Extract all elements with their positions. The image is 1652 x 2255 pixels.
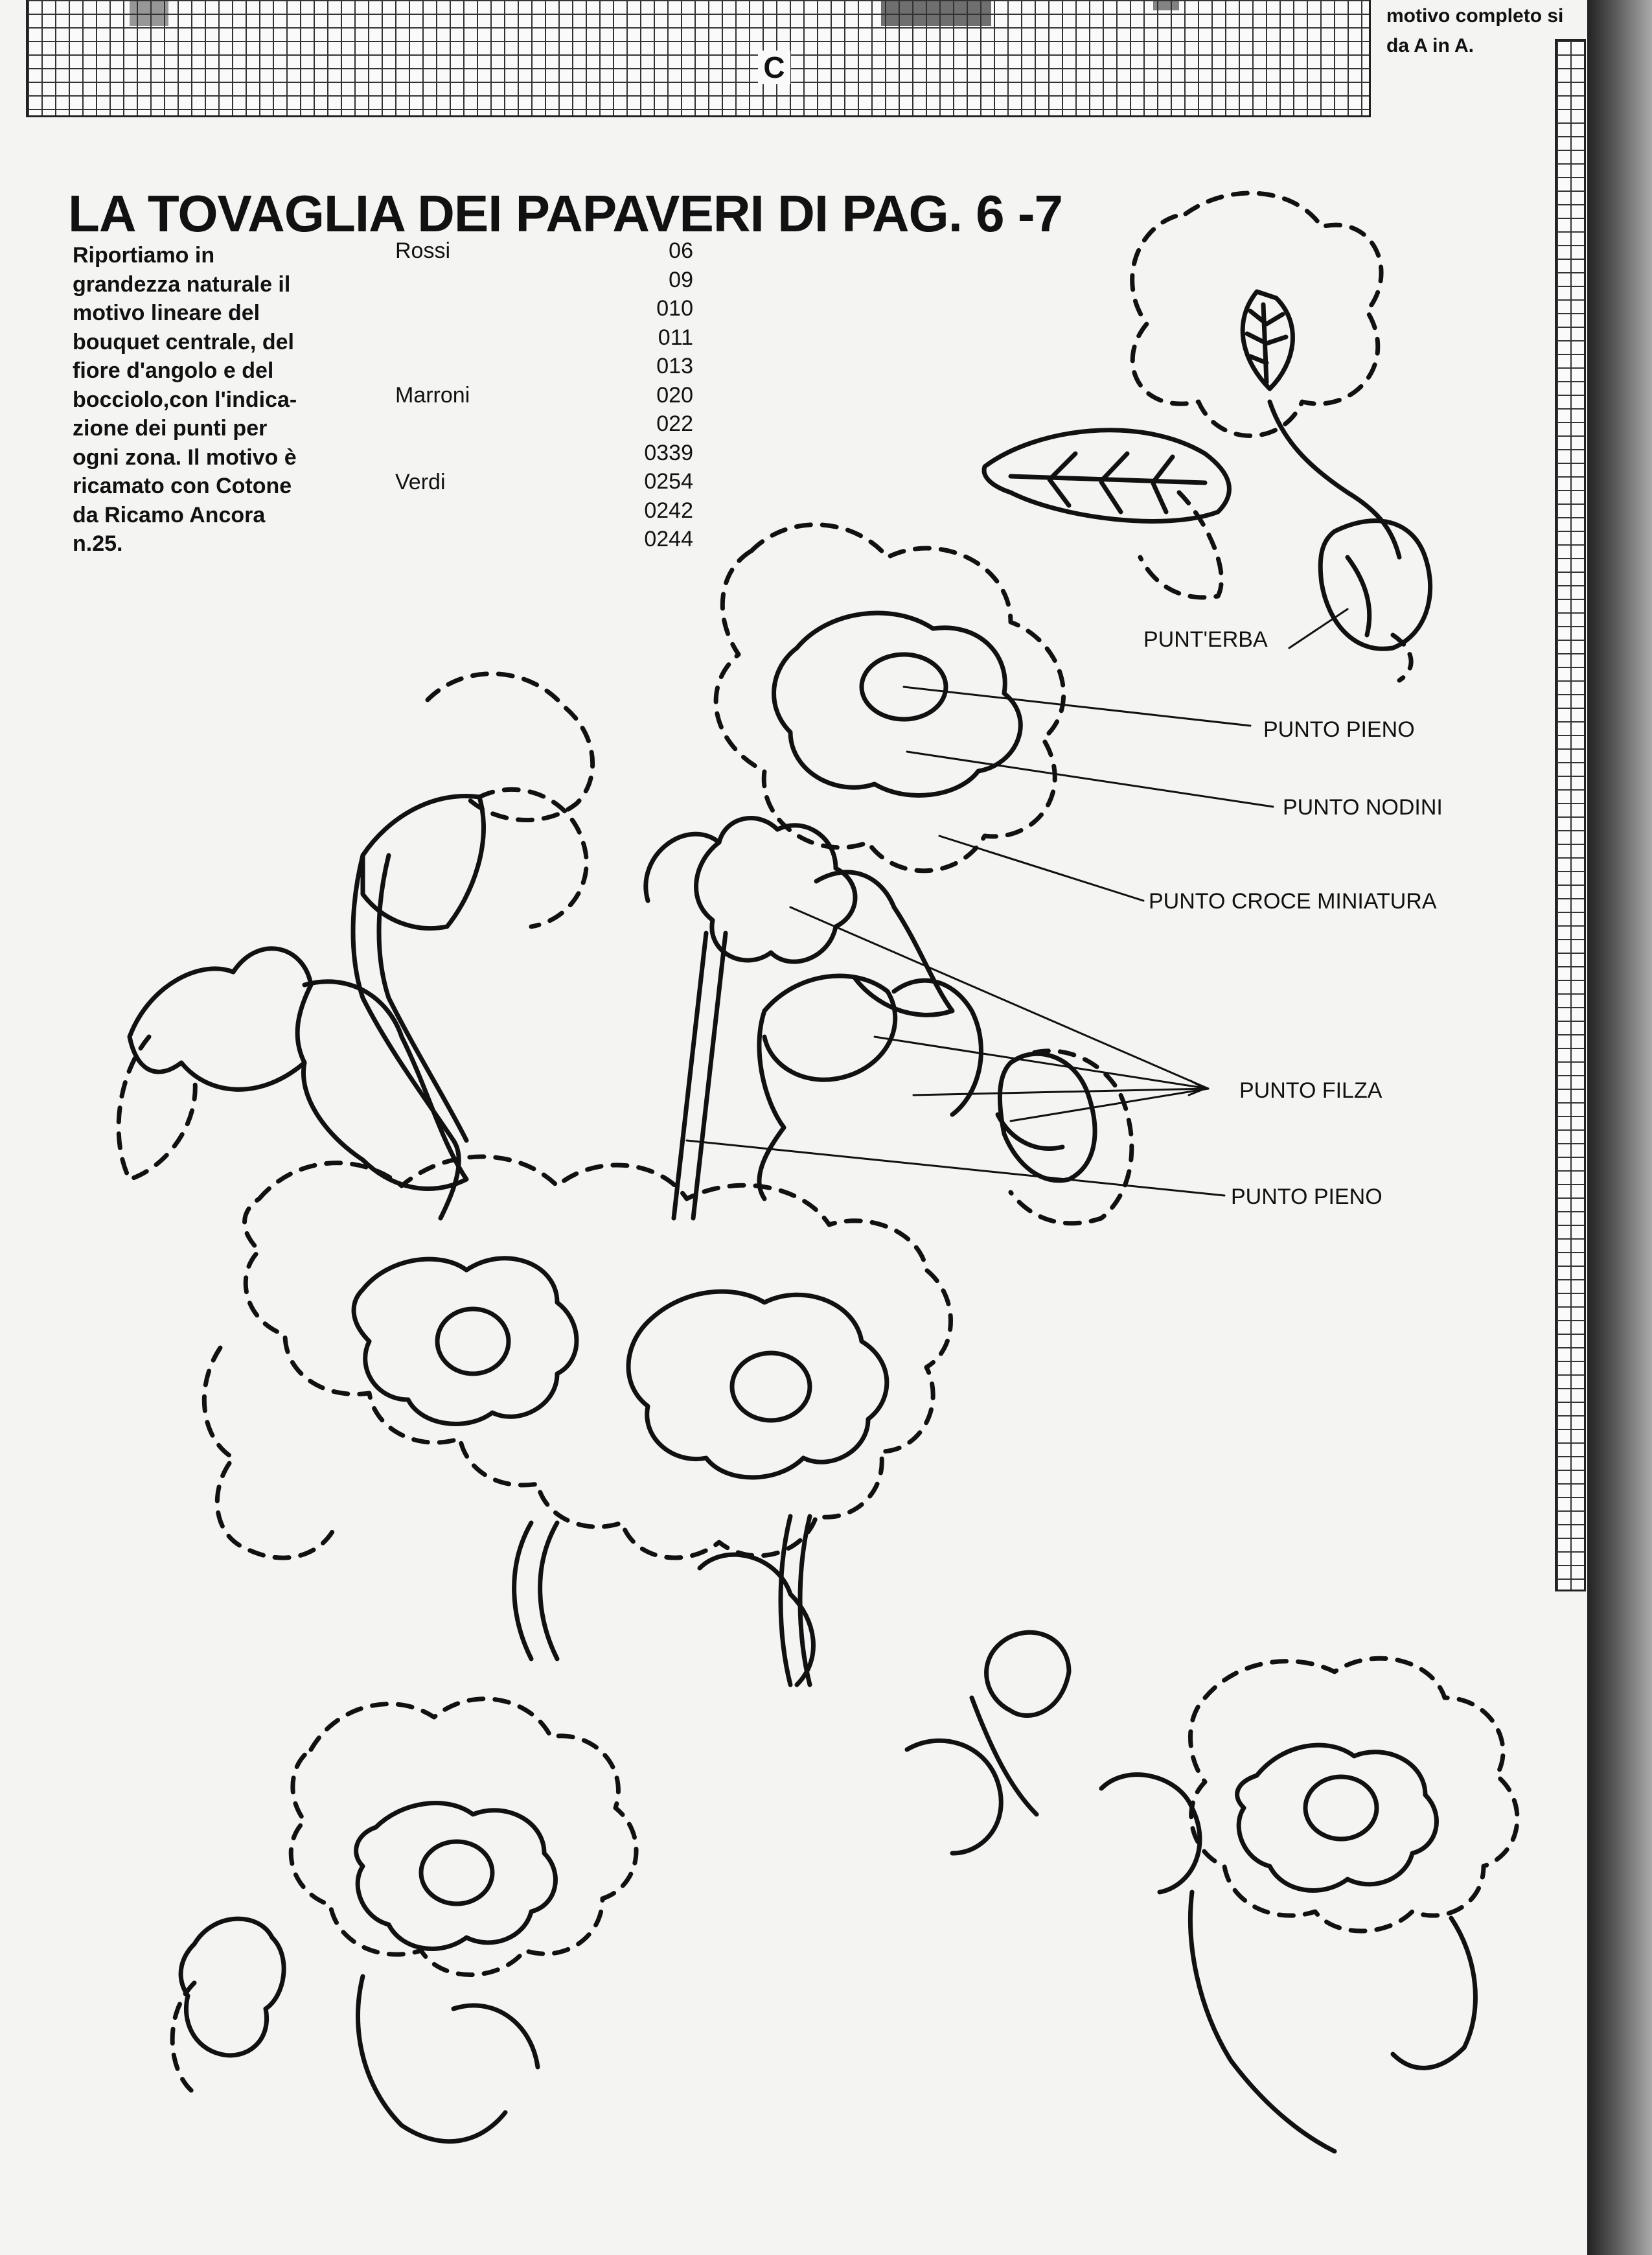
intro-line: bocciolo,con l'indica-: [73, 387, 297, 412]
intro-line: Riportiamo in: [73, 243, 215, 268]
side-note-line-1: motivo completo si: [1386, 5, 1564, 27]
intro-line: bouquet centrale, del: [73, 329, 294, 354]
intro-line: fiore d'angolo e del: [73, 358, 274, 383]
side-grid: [1555, 39, 1586, 1591]
thread-code: 0242: [644, 498, 693, 523]
thread-code: 010: [656, 296, 693, 321]
thread-code: 0254: [644, 469, 693, 494]
middle-leaves: [674, 872, 1132, 1223]
label-punto-filza: PUNTO FILZA: [1239, 1078, 1382, 1103]
central-poppies: [204, 1157, 950, 1558]
page-binding-shadow: [1587, 0, 1652, 2255]
intro-line: da Ricamo Ancora: [73, 502, 266, 527]
bottom-left-poppy: [172, 1699, 636, 2142]
label-punto-pieno-stem: PUNTO PIENO: [1231, 1185, 1382, 1209]
color-group-verdi: Verdi: [395, 470, 446, 494]
upper-poppy: [646, 525, 1064, 962]
side-note-line-2: da A in A.: [1386, 35, 1474, 56]
label-punto-croce-miniatura: PUNTO CROCE MINIATURA: [1149, 889, 1437, 914]
lower-stems: [514, 1516, 1069, 1853]
label-punto-pieno: PUNTO PIENO: [1263, 717, 1415, 742]
thread-code: 06: [669, 238, 693, 263]
grid-letter: C: [758, 51, 790, 84]
page-title: LA TOVAGLIA DEI PAPAVERI DI PAG. 6 -7: [68, 185, 1063, 242]
bottom-right-poppy: [1101, 1658, 1517, 2151]
color-group-rossi: Rossi: [395, 238, 451, 263]
thread-code: 0244: [644, 527, 693, 551]
intro-line: zione dei punti per: [73, 416, 268, 441]
intro-line: ricamato con Cotone: [73, 474, 292, 498]
color-group-marroni: Marroni: [395, 383, 470, 408]
bud-sprig: [984, 193, 1430, 680]
thread-code: 09: [669, 267, 693, 292]
thread-code: 022: [656, 411, 693, 436]
label-punt-erba: PUNT'ERBA: [1143, 627, 1268, 652]
thread-code: 011: [658, 325, 693, 350]
thread-code: 013: [656, 354, 693, 378]
leader-lines: [687, 687, 1273, 1196]
intro-line: motivo lineare del: [73, 301, 260, 325]
intro-line: ogni zona. Il motivo è: [73, 445, 297, 470]
label-punto-nodini: PUNTO NODINI: [1283, 795, 1443, 820]
thread-code: 0339: [644, 440, 693, 465]
intro-line: n.25.: [73, 531, 123, 556]
intro-line: grandezza naturale il: [73, 272, 291, 297]
left-leaves: [119, 674, 593, 1218]
thread-code: 020: [656, 382, 693, 408]
